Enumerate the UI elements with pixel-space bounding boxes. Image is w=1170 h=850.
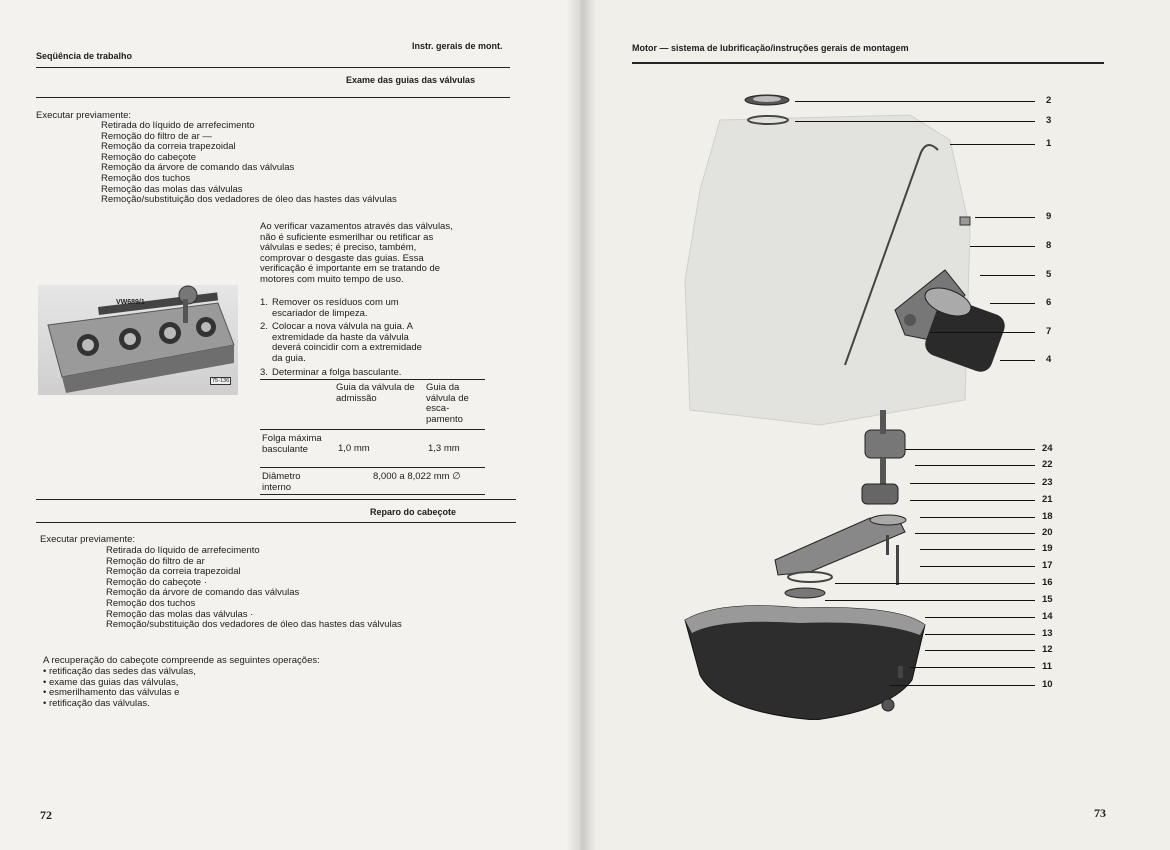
table-header-rule — [260, 429, 485, 430]
table-header-cell: Guia da válvula de admissão — [336, 382, 415, 404]
prereq-heading-1: Executar previamente: — [36, 110, 132, 121]
leader-line — [905, 449, 1035, 450]
callout-label: 12 — [1042, 644, 1053, 655]
step-number: 2. — [260, 321, 268, 332]
callout-label: 3 — [1046, 115, 1052, 126]
right-header: Motor — sistema de lubrificação/instruções gerais de montagem — [632, 43, 909, 53]
callout-label: 1 — [1046, 138, 1052, 149]
callout-label: 17 — [1042, 560, 1053, 571]
page-number: 72 — [40, 808, 52, 822]
callout-label: 6 — [1046, 297, 1052, 308]
callout-label: 21 — [1042, 494, 1053, 505]
section2-title: Reparo do cabeçote — [370, 507, 457, 517]
photo-label: VW689/1 — [116, 299, 145, 306]
callout-label: 22 — [1042, 459, 1053, 470]
list-item: • esmerilhamento das válvulas e — [43, 687, 180, 699]
list-item: • retificação das válvulas. — [43, 697, 150, 709]
table-row-rule — [260, 467, 485, 468]
callout-label: 10 — [1042, 679, 1053, 690]
leader-line — [920, 566, 1035, 567]
callout-label: 4 — [1046, 354, 1052, 365]
leader-line — [1000, 360, 1035, 361]
leader-line — [930, 332, 1035, 333]
prereq-heading-2: Executar previamente: — [40, 534, 136, 545]
bullet-icon: • — [43, 666, 49, 677]
recovery-list — [43, 667, 196, 709]
step-text: Determinar a folga basculante. — [272, 367, 402, 378]
leader-line — [915, 465, 1035, 466]
leader-line — [950, 144, 1035, 145]
callout-label: 14 — [1042, 611, 1053, 622]
section-header: Seqüência de trabalho — [36, 51, 133, 61]
callout-label: 19 — [1042, 543, 1053, 554]
list-item: Remoção do cabeçote — [101, 151, 197, 163]
step-number: 3. — [260, 367, 268, 378]
header-rule — [36, 67, 510, 68]
list-item: Retirada do líquido de arrefecimento — [106, 545, 260, 556]
callout-label: 24 — [1042, 443, 1053, 454]
leader-line — [910, 667, 1035, 668]
table-top-rule — [260, 379, 485, 380]
left-page — [0, 0, 580, 850]
lubrication-system-illustration — [680, 80, 1100, 720]
leader-line — [925, 650, 1035, 651]
callout-label: 11 — [1042, 661, 1053, 672]
callout-label: 8 — [1046, 240, 1052, 251]
spec-table — [260, 383, 485, 427]
leader-line — [795, 101, 1035, 102]
list-item: Remoção das molas das válvulas — [101, 183, 243, 195]
leader-line — [980, 275, 1035, 276]
prereq-list-2 — [106, 546, 402, 631]
leader-line — [975, 217, 1035, 218]
leader-line — [920, 517, 1035, 518]
recovery-intro: A recuperação do cabeçote compreende as seguintes operações: — [43, 655, 320, 666]
leader-line — [910, 483, 1035, 484]
section2-top-rule — [36, 499, 516, 500]
callout-label: 20 — [1042, 527, 1053, 538]
page-number: 73 — [1094, 806, 1106, 820]
table-bottom-rule — [260, 494, 485, 495]
section1-title: Exame das guias das válvulas — [346, 75, 476, 85]
leader-line — [925, 617, 1035, 618]
table-header-row — [260, 383, 485, 427]
list-item: Remoção do filtro de ar — [106, 555, 205, 567]
list-item: Remoção/substituição dos vedadores de óleo das hastes das válvulas — [101, 194, 397, 206]
top-right-header: Instr. gerais de mont. — [412, 41, 503, 51]
leader-line — [920, 549, 1035, 550]
bullet-icon: • — [43, 687, 49, 699]
body-text: Ao verificar vazamentos através das válvulas, não é suficiente esmerilhar ou retificar as válvulas e sedes; é preciso, também, comprovar o desgaste das guias. Essa verificação é importante em se tratando de motores com muito tempo de uso. — [260, 221, 453, 285]
list-item: Remoção do filtro de ar — — [101, 130, 212, 142]
list-item: • exame das guias das válvulas, — [43, 676, 179, 688]
list-item: • retificação das sedes das válvulas, — [43, 666, 196, 677]
list-item: Remoção/substituição dos vedadores de óleo das hastes das válvulas — [106, 619, 402, 631]
leader-line — [910, 500, 1035, 501]
table-cell: 1,0 mm — [338, 443, 370, 454]
leader-line — [890, 685, 1035, 686]
prereq-list-1 — [101, 121, 397, 206]
leader-line — [835, 583, 1035, 584]
list-item: Remoção dos tuchos — [106, 597, 196, 609]
list-item: Remoção da árvore de comando das válvulas — [106, 587, 300, 599]
leader-line — [925, 634, 1035, 635]
callout-label: 23 — [1042, 477, 1053, 488]
callout-label: 18 — [1042, 511, 1053, 522]
callout-label: 15 — [1042, 594, 1053, 605]
callout-label: 9 — [1046, 211, 1052, 222]
callout-label: 13 — [1042, 628, 1053, 639]
callout-label: 5 — [1046, 269, 1052, 280]
table-cell: 1,3 mm — [428, 443, 460, 454]
leader-line — [990, 303, 1035, 304]
right-page — [580, 0, 1170, 850]
cylinder-head-photo — [38, 285, 238, 395]
bullet-icon: • — [43, 676, 49, 688]
step-text: Remover os resíduos com um escariador de limpeza. — [272, 297, 399, 319]
list-item: Remoção das molas das válvulas · — [106, 608, 254, 620]
leader-line — [825, 600, 1035, 601]
table-cell: 8,000 a 8,022 mm ∅ — [373, 471, 461, 482]
step-number: 1. — [260, 297, 268, 308]
section2-rule — [36, 522, 516, 523]
callout-label: 7 — [1046, 326, 1052, 337]
list-item: Remoção dos tuchos — [101, 172, 191, 184]
leader-line — [970, 246, 1035, 247]
leader-line — [795, 121, 1035, 122]
list-item: Remoção da árvore de comando das válvulas — [101, 162, 295, 174]
bullet-icon: • — [43, 697, 49, 709]
list-item: Remoção da correia trapezoidal — [101, 141, 236, 153]
list-item: Remoção da correia trapezoidal — [106, 566, 241, 578]
list-item: Remoção do cabeçote · — [106, 576, 207, 588]
section1-rule — [36, 97, 510, 98]
right-header-rule — [632, 62, 1104, 64]
callout-label: 16 — [1042, 577, 1053, 588]
callout-label: 2 — [1046, 95, 1052, 106]
list-item: Retirada do líquido de arrefecimento — [101, 120, 255, 131]
leader-line — [915, 533, 1035, 534]
step-text: Colocar a nova válvula na guia. A extremidade da haste da válvula deverá coincidir com a extremidade da guia. — [272, 321, 422, 364]
table-row-label: Diâmetro interno — [262, 471, 301, 493]
photo-code: 75-136 — [212, 378, 230, 384]
table-header-cell: Guia da válvula de esca-pamento — [426, 382, 469, 425]
table-row-label: Folga máxima basculante — [262, 433, 322, 455]
